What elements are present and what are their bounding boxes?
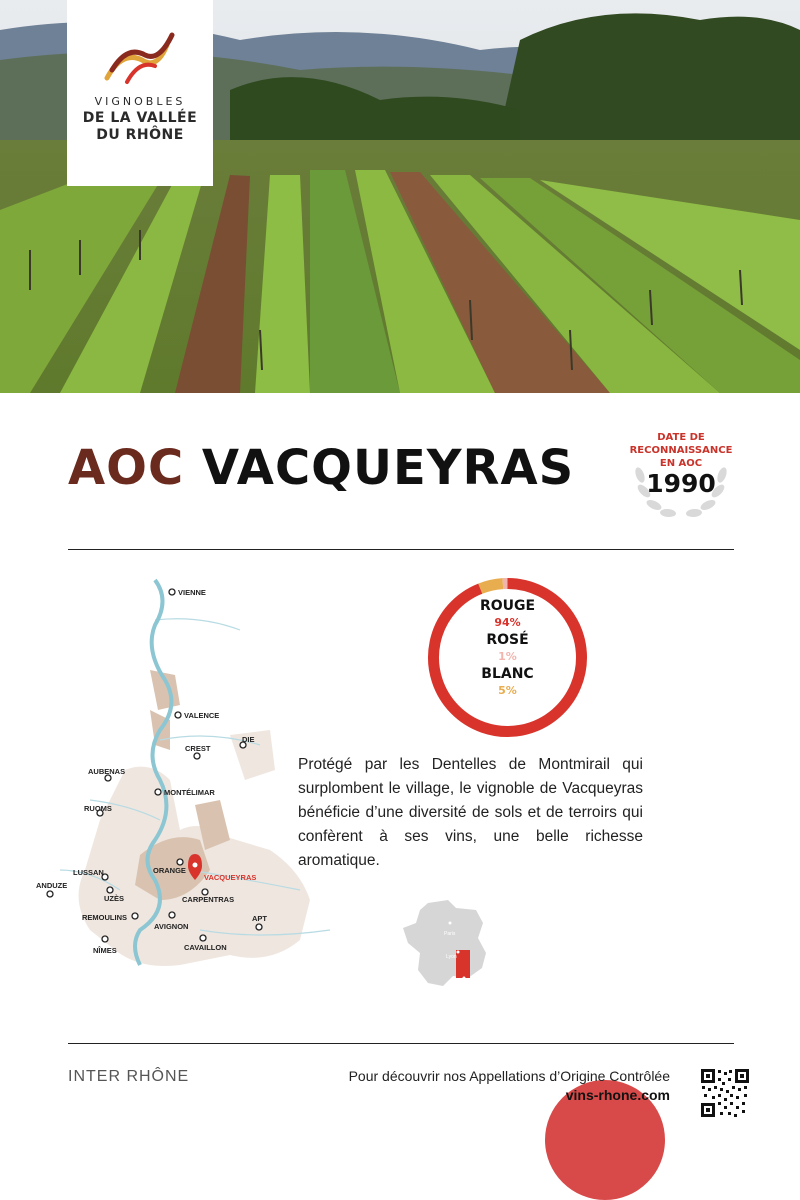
region-highlight — [456, 950, 470, 978]
donut-segment — [480, 584, 503, 589]
rose-label: ROSÉ — [425, 631, 590, 649]
map-label: VIENNE — [178, 588, 206, 597]
france-label: Lyon — [446, 954, 457, 960]
map-label: APT — [252, 914, 267, 923]
badge-line-2: RECONNAISSANCE — [626, 445, 736, 456]
wine-split-labels — [425, 597, 590, 699]
map-label: ANDUZE — [36, 881, 67, 890]
badge-year: 1990 — [626, 469, 736, 498]
map-label: CARPENTRAS — [182, 895, 234, 904]
footer-brand: INTER RHÔNE — [68, 1068, 189, 1086]
france-label: Paris — [444, 931, 456, 937]
rouge-label: ROUGE — [425, 597, 590, 615]
blanc-value: 5% — [425, 683, 590, 699]
badge-line-3: EN AOC — [626, 458, 736, 469]
map-label: CREST — [185, 744, 211, 753]
logo-line-1: VIGNOBLES — [67, 95, 213, 108]
aoc-date-badge — [626, 425, 736, 520]
map-label: ORANGE — [153, 866, 186, 875]
title-name: VACQUEYRAS — [202, 440, 574, 496]
logo-line-2: DE LA VALLÉE — [67, 110, 213, 126]
divider-bottom — [68, 1043, 734, 1044]
badge-line-1: DATE DE — [626, 432, 736, 443]
map-label: UZÈS — [104, 894, 124, 903]
page-title — [68, 440, 574, 496]
logo — [67, 0, 213, 186]
footer-website-link[interactable]: vins-rhone.com — [290, 1087, 670, 1103]
france-label: Marseille — [454, 984, 474, 990]
map-label: DIE — [242, 735, 255, 744]
map-label: AVIGNON — [154, 922, 188, 931]
description-text: Protégé par les Dentelles de Montmirail qui surplombent le village, le vignoble de Vacqueyras bénéficie d’une diversité de sols et de terroirs qui confèrent à ses vins, une belle richesse aromatique. — [298, 753, 643, 873]
map-label: NÎMES — [93, 946, 117, 955]
map-label: REMOULINS — [82, 913, 127, 922]
rouge-value: 94% — [425, 615, 590, 631]
map-label: MONTÉLIMAR — [164, 788, 215, 797]
map-label: RUOMS — [84, 804, 112, 813]
divider-top — [68, 549, 734, 550]
map-label: VALENCE — [184, 711, 219, 720]
logo-line-3: DU RHÔNE — [67, 127, 213, 143]
qr-code-icon[interactable] — [700, 1068, 750, 1118]
title-prefix: AOC — [68, 440, 184, 496]
blanc-label: BLANC — [425, 665, 590, 683]
map-label-highlight: VACQUEYRAS — [204, 873, 256, 882]
france-locator-map — [398, 898, 498, 993]
map-label: AUBENAS — [88, 767, 125, 776]
map-label: LUSSAN — [73, 868, 104, 877]
map-label: CAVAILLON — [184, 943, 227, 952]
logo-mark-icon — [67, 0, 213, 90]
rose-value: 1% — [425, 649, 590, 665]
footer-tagline: Pour découvrir nos Appellations d’Origine Contrôlée — [290, 1068, 670, 1084]
